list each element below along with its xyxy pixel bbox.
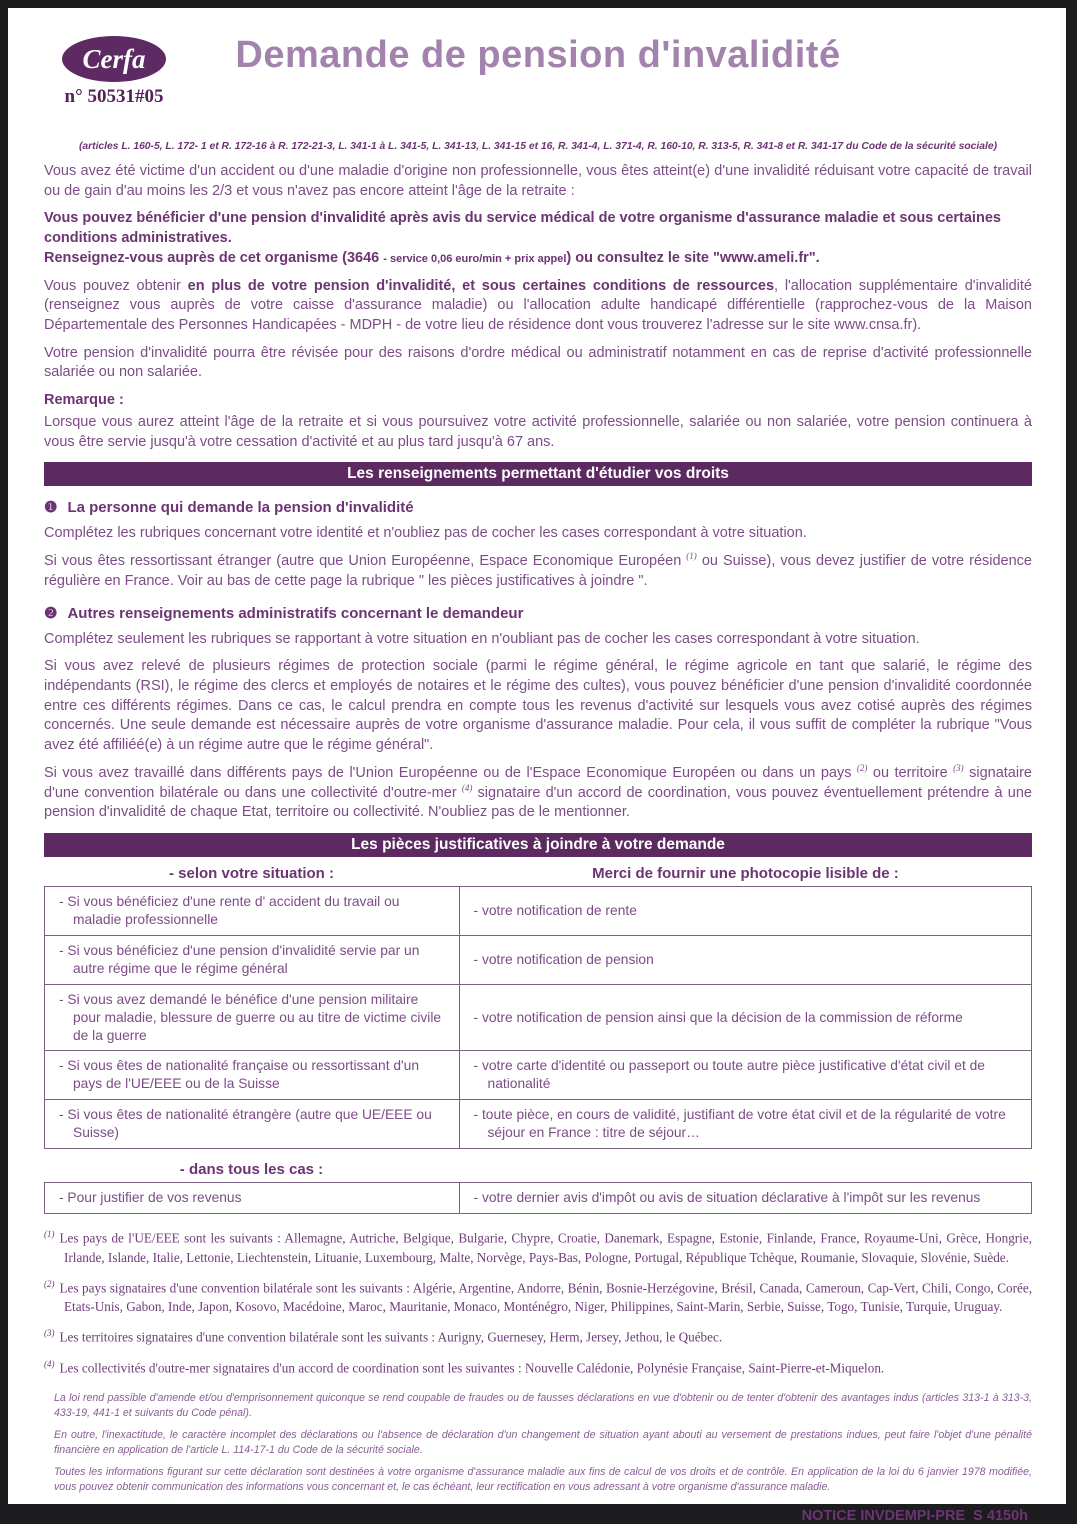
section-2-paragraph-1: Complétez seulement les rubriques se rapportant à votre situation en n'oubliant pas de cocher les cases correspondant à votre situation.: [44, 630, 920, 647]
rights-section-banner: Les renseignements permettant d'étudier vos droits: [44, 462, 1032, 486]
footnote-ref-3: (3): [953, 762, 964, 773]
documents-table-headers: [44, 865, 1032, 882]
document-cell: - toute pièce, en cours de validité, justifiant de votre état civil et de la régularité de votre séjour en France : titre de séjour…: [459, 1100, 1031, 1149]
footnotes-section: [44, 1228, 1032, 1377]
section-1-paragraph-2: [44, 552, 1032, 591]
s1-p2-start: Si vous êtes ressortissant étranger (autre que Union Européenne, Espace Economique Européen: [44, 553, 687, 570]
document-cell: - votre dernier avis d'impôt ou avis de situation déclarative à l'impôt sur les revenus: [459, 1183, 1031, 1214]
all-cases-label: - dans tous les cas :: [179, 1161, 324, 1179]
table-row: [45, 886, 1032, 935]
intro-paragraph-1: Vous avez été victime d'un accident ou d'une maladie d'origine non professionnelle, vous êtes atteint(e) d'une invalidité réduisant votre capacité de travail ou de gain d'au moins les 2/3 et vous n'avez pas encore atteint l'âge de la retraite :: [44, 163, 1032, 199]
remark-label: Remarque :: [44, 392, 124, 409]
legal-paragraph-3: Toutes les informations figurant sur cette déclaration sont destinées à votre organisme d'assurance maladie aux fins de calcul de vos droits et de contrôle. En application de la loi du 6 janvier 1978 modifiée, vous pouvez obtenir communication des informations vous concernant et, le cas échéant, leur rectification en vous adressant à votre organisme d'assurance maladie.: [54, 1465, 1032, 1493]
phone-rate-note: - service 0,06 euro/min + prix appel: [383, 252, 567, 265]
cerfa-logo-text: Cerfa: [82, 43, 146, 74]
cerfa-logo: [62, 36, 166, 82]
table-row: [45, 1183, 1032, 1214]
documents-table: [44, 886, 1032, 1149]
intro-p2-end: , l'allocation supplémentaire d'invalidité (renseignez vous auprès de votre caisse d'assurance maladie) ou l'allocation adulte handicapé différentielle (rapprochez-vous de la Maison Départementale des Personnes Handicapées - MDPH - de votre lieu de résidence dont vous trouverez l'adresse sur le site www.cnsa.fr).: [44, 277, 1032, 334]
documents-section-banner: Les pièces justificatives à joindre à votre demande: [44, 833, 1032, 857]
footnote-1: [44, 1228, 1032, 1267]
s2-p3-b: ou territoire: [867, 764, 954, 781]
legal-paragraph-1: La loi rend passible d'amende et/ou d'emprisonnement quiconque se rend coupable de fraudes ou de fausses déclarations en vue d'obtenir ou de tenter d'obtenir des avantages indus (articles 313-1 à 313-3, 433-19, 441-1 et suivants du Code pénal).: [54, 1392, 1032, 1420]
situation-cell: - Si vous bénéficiez d'une pension d'invalidité servie par un autre régime que le régime général: [45, 935, 460, 984]
table-row: [45, 1100, 1032, 1149]
intro-bold-line-2: [44, 249, 1032, 269]
cerfa-block: [62, 36, 166, 108]
situation-cell: - Pour justifier de vos revenus: [45, 1183, 460, 1214]
document-cell: - votre notification de rente: [459, 886, 1031, 935]
s2-p3-a: Si vous avez travaillé dans différents pays de l'Union Européenne ou de l'Espace Economique Européen ou dans un pays: [44, 764, 857, 781]
footnote-3-marker: (3): [44, 1328, 55, 1339]
footnote-ref-4: (4): [461, 782, 473, 793]
s1-p2-end: ou Suisse), vous devez justifier de votre résidence régulière en France. Voir au bas de cette page la rubrique " les pièces justificatives à joindre ".: [44, 553, 1032, 589]
footnote-1-marker: (1): [44, 1229, 55, 1240]
footnote-2-marker: (2): [44, 1278, 55, 1289]
situation-cell: - Si vous avez demandé le bénéfice d'une pension militaire pour maladie, blessure de guerre ou au titre de victime civile de la guerre: [45, 984, 460, 1051]
section-1-heading: [44, 498, 1032, 516]
form-number: n° 50531#05: [64, 86, 164, 107]
footnote-1-text: Les pays de l'UE/EEE sont les suivants : Allemagne, Autriche, Belgique, Bulgarie, Chypre, Croatie, Danemark, Espagne, Estonie, Finlande, France, Royaume-Uni, Grèce, Hongrie, Irlande, Islande, Italie, Lettonie, Liechtenstein, Lituanie, Luxembourg, Malte, Norvège, Pays-Bas, Pologne, Portugal, République Tchèque, Roumanie, Slovaquie, Slovénie, Suède.: [59, 1230, 1032, 1265]
intro-bold-line-1: Vous pouvez bénéficier d'une pension d'invalidité après avis du service médical de votre organisme d'assurance maladie et sous certaines conditions administratives.: [44, 210, 1001, 247]
document-cell: - votre notification de pension: [459, 935, 1031, 984]
situation-cell: - Si vous êtes de nationalité étrangère (autre que UE/EEE ou Suisse): [45, 1100, 460, 1149]
table-row: [45, 935, 1032, 984]
section-2-paragraph-2: Si vous avez relevé de plusieurs régimes de protection sociale (parmi le régime général, le régime agricole en tant que salarié, le régime des indépendants (RSI), le régime des clercs et employés de notaires et le régime des cultes), vous pouvez bénéficier d'une pension d'invalidité coordonnée entre ces différents régimes. Dans ce cas, le calcul prendra en compte tous les revenus d'activité sur lesquels vous avez cotisé auprès des régimes concernés. Une seule demande est nécessaire auprès de votre organisme d'assurance maladie. Pour cela, il vous suffit de compléter la rubrique "Vous avez été affiliéé(e) à un régime autre que le régime général".: [44, 658, 1032, 754]
legal-references-line: (articles L. 160-5, L. 172- 1 et R. 172-16 à R. 172-21-3, L. 341-1 à L. 341-5, L. 341-13, L. 341-15 et 16, R. 341-4, L. 371-4, R. 160-10, R. 313-5, R. 341-8 et R. 341-17 du Code de la sécurité sociale): [78, 141, 998, 152]
footnote-ref-1: (1): [686, 551, 697, 562]
section-1-title: La personne qui demande la pension d'invalidité: [67, 499, 414, 517]
remark-text: Lorsque vous aurez atteint l'âge de la retraite et si vous poursuivez votre activité professionnelle, salariée ou non salariée, votre pension continuera à vous être servie jusqu'à votre cessation d'activité et au plus tard jusqu'à 67 ans.: [44, 413, 1032, 450]
document-header: [44, 34, 1032, 130]
footnote-4-marker: (4): [44, 1358, 55, 1369]
notice-reference: NOTICE INVDEMPI-PRE S 4150h: [801, 1508, 1028, 1524]
intro-p2-bold: en plus de votre pension d'invalidité, et sous certaines conditions de ressources: [187, 277, 775, 294]
table-row: [45, 984, 1032, 1051]
s2-p3-c: signataire d'une convention bilatérale ou dans une collectivité d'outre-mer: [44, 764, 1032, 801]
situation-cell: - Si vous bénéficiez d'une rente d' accident du travail ou maladie professionnelle: [45, 886, 460, 935]
document-page: [8, 8, 1066, 1524]
ameli-site-text: ) ou consultez le site "www.ameli.fr".: [566, 249, 820, 266]
intro-p2-start: Vous pouvez obtenir: [44, 277, 188, 294]
intro-paragraph-3: Votre pension d'invalidité pourra être révisée pour des raisons d'ordre médical ou administratif notamment en cas de reprise d'activité professionnelle salariée ou non salariée.: [44, 344, 1032, 381]
circled-one-icon: ❶: [44, 499, 58, 517]
page-title: Demande de pension d'invalidité: [235, 34, 841, 76]
legal-fine-print: [54, 1391, 1032, 1494]
intro-paragraph-2: [44, 277, 1032, 336]
column-header-situation: - selon votre situation :: [168, 864, 334, 882]
s2-p3-d: signataire d'un accord de coordination, vous pouvez éventuellement prétendre à une pension d'invalidité de chaque Etat, territoire ou collectivité. N'oubliez pas de le mentionner.: [44, 784, 1032, 821]
circled-two-icon: ❷: [44, 604, 58, 622]
section-2-title: Autres renseignements administratifs concernant le demandeur: [67, 604, 524, 622]
section-2-heading: [44, 604, 1032, 622]
section-1-paragraph-1: Complétez les rubriques concernant votre identité et n'oubliez pas de cocher les cases correspondant à votre situation.: [44, 525, 807, 542]
footnote-4-text: Les collectivités d'outre-mer signataires d'un accord de coordination sont les suivantes : Nouvelle Calédonie, Polynésie Française, Saint-Pierre-et-Miquelon.: [59, 1360, 885, 1376]
document-cell: - votre notification de pension ainsi que la décision de la commission de réforme: [459, 984, 1031, 1051]
footnote-3: [44, 1327, 1032, 1347]
legal-paragraph-2: En outre, l'inexactitude, le caractère incomplet des déclarations ou l'absence de déclaration d'un changement de situation ayant abouti au versement de prestations indues, peut faire l'objet d'une pénalité financière en application de l'article L. 114-17-1 du Code de la sécurité sociale.: [54, 1429, 1032, 1456]
intro-bold-block: [44, 209, 1032, 268]
footnote-2: [44, 1278, 1032, 1317]
phone-info-text: Renseignez-vous auprès de cet organisme (3646: [44, 249, 384, 266]
footnote-3-text: Les territoires signataires d'une convention bilatérale sont les suivants : Aurigny, Guernesey, Herm, Jersey, Jethou, le Québec.: [59, 1329, 723, 1345]
table-row: [45, 1051, 1032, 1100]
document-cell: - votre carte d'identité ou passeport ou toute autre pièce justificative d'état civil et de nationalité: [459, 1051, 1031, 1100]
section-2-paragraph-3: [44, 764, 1032, 823]
situation-cell: - Si vous êtes de nationalité française ou ressortissant d'un pays de l'UE/EEE ou de la Suisse: [45, 1051, 460, 1100]
footnote-2-text: Les pays signataires d'une convention bilatérale sont les suivants : Algérie, Argentine, Andorre, Bénin, Bosnie-Herzégovine, Brésil, Canada, Cameroun, Cap-Vert, Chili, Congo, Corée, Etats-Unis, Gabon, Inde, Japon, Kosovo, Macédoine, Maroc, Mauritanie, Monaco, Monténégro, Niger, Philippines, Saint-Marin, Serbie, Suisse, Togo, Tunisie, Turquie, Uruguay.: [59, 1280, 1032, 1315]
footnote-ref-2: (2): [856, 762, 868, 773]
all-cases-table: [44, 1182, 1032, 1214]
footnote-4: [44, 1358, 1032, 1378]
column-header-photocopy: Merci de fournir une photocopie lisible de :: [592, 864, 899, 882]
